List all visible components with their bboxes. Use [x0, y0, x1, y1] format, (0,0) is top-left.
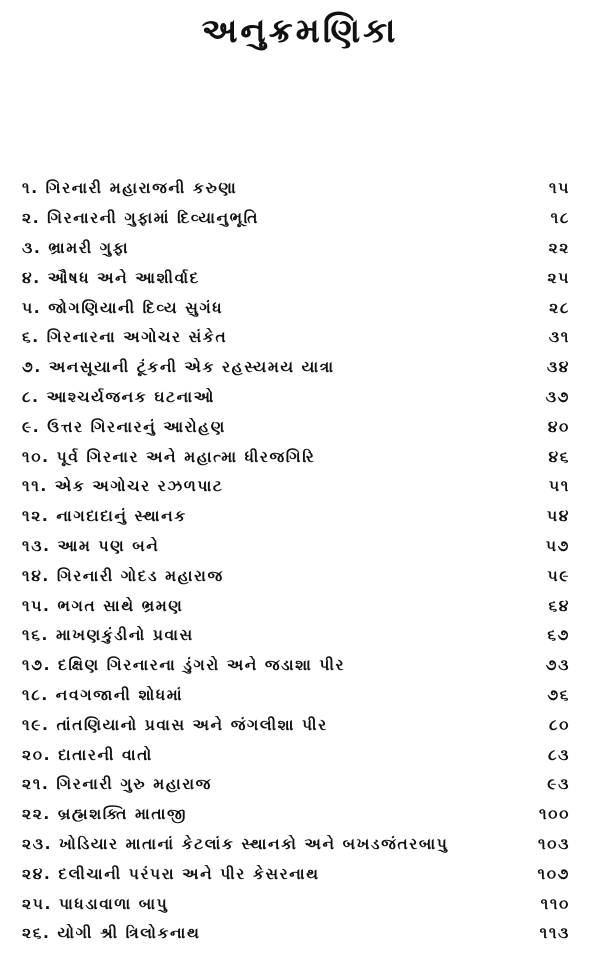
entry-page-number: ૩૧: [548, 328, 570, 347]
toc-entry: [22, 412, 570, 442]
entry-page-number: ૧૦૩: [537, 834, 570, 853]
entry-title: ૧૧. એક અગોચર રઝળપાટ: [22, 477, 224, 496]
toc-entry: [22, 472, 570, 502]
toc-entry: [22, 293, 570, 323]
toc-entry: [22, 561, 570, 591]
toc-entry: [22, 710, 570, 740]
toc-entry: [22, 621, 570, 651]
toc-entry: [22, 323, 570, 353]
entry-page-number: ૨૫: [547, 268, 570, 287]
entry-page-number: ૩૭: [545, 387, 570, 406]
toc-entry: [22, 502, 570, 532]
toc-entry: [22, 889, 570, 919]
toc-entry: [22, 919, 570, 949]
toc-entry: [22, 263, 570, 293]
entry-title: ૧૫. ભગત સાથે ભ્રમણ: [22, 596, 184, 615]
toc-entry: [22, 234, 570, 264]
entry-title: ૨૨. બ્રહ્મશક્તિ માતાજી: [22, 805, 187, 824]
toc-entry: [22, 174, 570, 204]
entry-title: ૧૮. નવગજાની શોધમાં: [22, 685, 184, 704]
entry-title: ૬. ગિરનારના અગોચર સંકેત: [22, 328, 228, 347]
entry-page-number: ૧૮: [550, 209, 570, 228]
toc-entry: [22, 770, 570, 800]
entry-page-number: ૯૩: [547, 775, 570, 794]
entry-title: ૨૫. પાધડાવાળા બાપુ: [22, 894, 169, 913]
toc-entry: [22, 204, 570, 234]
entry-page-number: ૧૧૩: [539, 924, 570, 943]
entry-page-number: ૫૯: [547, 566, 570, 585]
entry-page-number: ૮૦: [548, 715, 570, 734]
toc-entry: [22, 800, 570, 830]
entry-title: ૨૬. યોગી શ્રી ત્રિલોકનાથ: [22, 924, 201, 943]
toc-entry: [22, 740, 570, 770]
toc-entry: [22, 591, 570, 621]
page-title: અનુક્રમણિકા: [201, 11, 399, 51]
entry-title: ૩. ભ્રામરી ગુફા: [22, 238, 130, 257]
entry-page-number: ૨૨: [548, 238, 570, 257]
entry-page-number: ૬૭: [547, 626, 570, 645]
entry-page-number: ૧૧૦: [540, 894, 570, 913]
entry-page-number: ૨૮: [549, 298, 570, 317]
entry-page-number: ૧૦૭: [537, 864, 570, 883]
entry-title: ૨૪. દલીચાની પરંપરા અને પીર કેસરનાથ: [22, 864, 320, 883]
entry-page-number: ૧૦૦: [538, 805, 570, 824]
entry-title: ૧૩. આમ પણ બને: [22, 536, 160, 555]
entry-title: ૨૧. ગિરનારી ગુરુ મહારાજ: [22, 775, 212, 794]
entry-page-number: ૭૬: [547, 685, 570, 704]
entry-page-number: ૭૩: [545, 656, 570, 675]
entry-page-number: ૮૩: [547, 745, 570, 764]
toc-entry: [22, 859, 570, 889]
entry-title: ૧૭. દક્ષિણ ગિરનારના ડુંગરો અને જડાશા પીર: [22, 656, 346, 675]
entry-title: ૧૪. ગિરનારી ગોદડ મહારાજ: [22, 566, 224, 585]
table-of-contents: [22, 174, 570, 949]
entry-title: ૭. અનસૂયાની ટૂંકની એક રહસ્યમય યાત્રા: [22, 358, 335, 377]
entry-page-number: ૩૪: [546, 358, 570, 377]
entry-page-number: ૪૬: [548, 447, 570, 466]
entry-title: ૪. ઔષધ અને આશીર્વાદ: [22, 268, 200, 287]
entry-title: ૧૬. માખણકુંડીનો પ્રવાસ: [22, 626, 194, 645]
toc-entry: [22, 681, 570, 711]
toc-entry: [22, 830, 570, 860]
toc-entry: [22, 651, 570, 681]
entry-title: ૮. આશ્ચર્યજનક ઘટનાઓ: [22, 387, 215, 406]
entry-title: ૧. ગિરનારી મહારાજની કરુણા: [22, 179, 238, 198]
toc-entry: [22, 353, 570, 383]
entry-page-number: ૫૧: [549, 477, 570, 496]
entry-title: ૯. ઉત્તર ગિરનારનું આરોહણ: [22, 417, 226, 436]
entry-title: ૧૦. પૂર્વ ગિરનાર અને મહાત્મા ધીરજગિરિ: [22, 447, 316, 466]
entry-title: ૧૯. તાંતણિયાનો પ્રવાસ અને જંગલીશા પીર: [22, 715, 328, 734]
entry-title: ૫. જોગણિયાની દિવ્ય સુગંધ: [22, 298, 224, 317]
toc-entry: [22, 442, 570, 472]
entry-page-number: ૫૭: [545, 536, 570, 555]
entry-title: ૨. ગિરનારની ગુફામાં દિવ્યાનુભૂતિ: [22, 209, 260, 228]
entry-page-number: ૪૦: [547, 417, 570, 436]
entry-title: ૧૨. નાગદાદાનું સ્થાનક: [22, 507, 187, 526]
toc-entry: [22, 532, 570, 562]
entry-title: ૨૩. ખોડિયાર માતાનાં કેટલાંક સ્થાનકો અને બખડજંતરબાપુ: [22, 834, 449, 853]
toc-entry: [22, 383, 570, 413]
entry-page-number: ૧૫: [549, 179, 570, 198]
entry-page-number: ૬૪: [548, 596, 570, 615]
entry-page-number: ૫૪: [547, 507, 570, 526]
entry-title: ૨૦. દાતારની વાતો: [22, 745, 153, 764]
